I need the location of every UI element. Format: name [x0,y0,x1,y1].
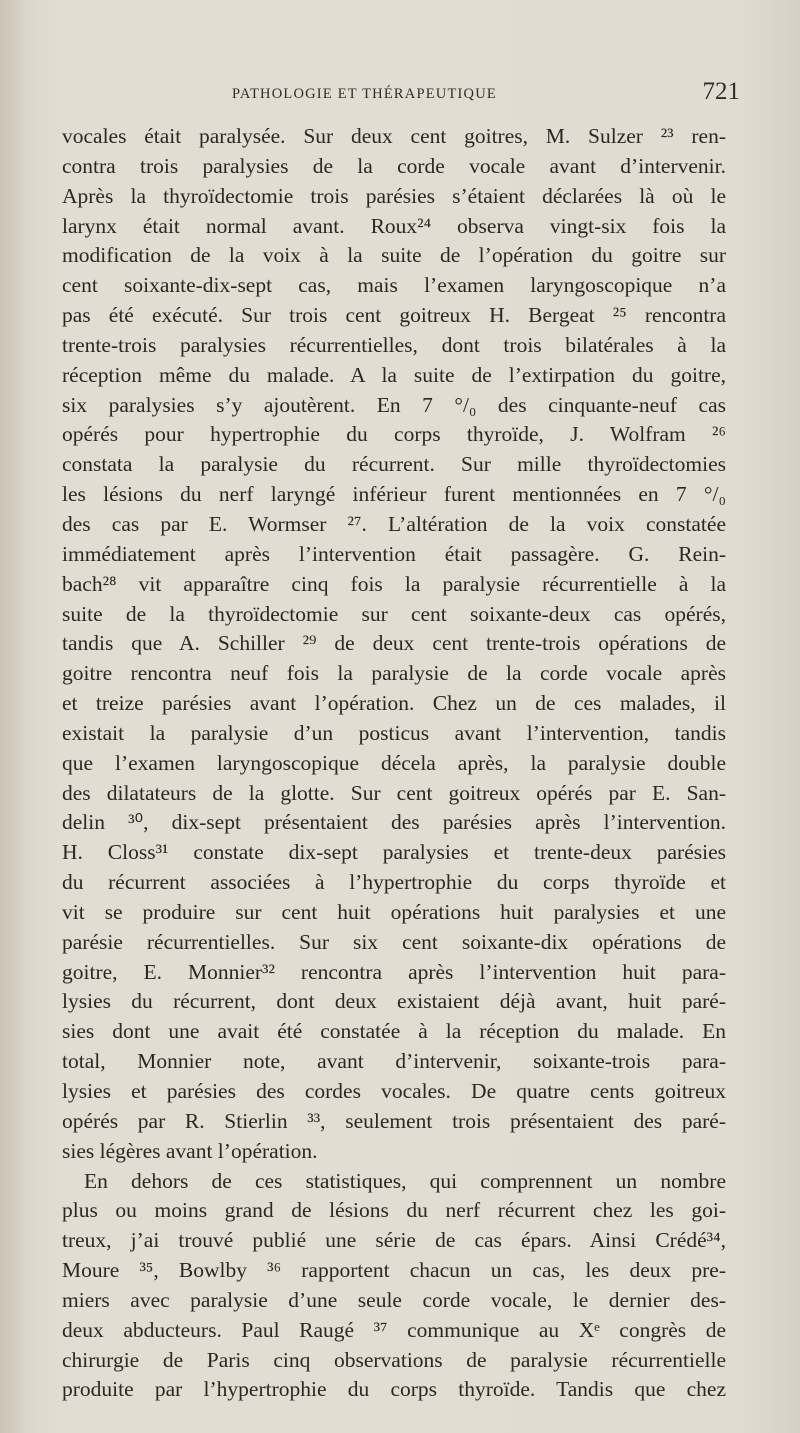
text-line: opérés par R. Stierlin ³³, seulement trois présentaient des paré- [62,1108,726,1133]
text-line: constata la paralysie du récurrent. Sur mille thyroïdectomies [62,452,726,477]
text-line: treux, j’ai trouvé publié une série de cas épars. Ainsi Crédé³⁴, [62,1228,726,1253]
text-line: pas été exécuté. Sur trois cent goitreux H. Bergeat ²⁵ rencontra [62,303,726,328]
text-line: opérés pour hypertrophie du corps thyroïde, J. Wolfram ²⁶ [62,422,726,447]
text-line: des dilatateurs de la glotte. Sur cent goitreux opérés par E. San- [62,780,726,805]
text-line: Après la thyroïdectomie trois parésies s’étaient déclarées là où le [62,183,726,208]
text-line: modification de la voix à la suite de l’opération du goitre sur [62,243,726,268]
paragraph-end-line: sies légères avant l’opération. [62,1138,318,1163]
text-line: réception même du malade. A la suite de l’extirpation du goitre, [62,362,726,387]
running-title: PATHOLOGIE ET THÉRAPEUTIQUE [232,86,497,102]
text-line: existait la paralysie d’un posticus avant l’intervention, tandis [62,720,726,745]
text-line: vit se produire sur cent huit opérations huit paralysies et une [62,899,726,924]
text-line: lysies du récurrent, dont deux existaient déjà avant, huit paré- [62,989,726,1014]
text-line: H. Closs³¹ constate dix-sept paralysies et trente-deux parésies [62,840,726,865]
text-line: miers avec paralysie d’une seule corde vocale, le dernier des- [62,1287,726,1312]
text-line: delin ³⁰, dix-sept présentaient des parésies après l’intervention. [62,810,726,835]
text-line: suite de la thyroïdectomie sur cent soixante-deux cas opérés, [62,601,726,626]
text-line: total, Monnier note, avant d’intervenir, soixante-trois para- [62,1049,726,1074]
text-line: six paralysies s’y ajoutèrent. En 7 °/₀ des cinquante-neuf cas [62,392,726,417]
text-line: et treize parésies avant l’opération. Chez un de ces malades, il [62,691,726,716]
page-header [60,78,740,114]
text-line: larynx était normal avant. Roux²⁴ observa vingt-six fois la [62,213,726,238]
text-line: des cas par E. Wormser ²⁷. L’altération de la voix constatée [62,511,726,536]
text-line: tandis que A. Schiller ²⁹ de deux cent trente-trois opérations de [62,631,726,656]
text-line: parésie récurrentielles. Sur six cent soixante-dix opérations de [62,929,726,954]
text-line: immédiatement après l’intervention était passagère. G. Rein- [62,541,726,566]
text-line: que l’examen laryngoscopique décela après, la paralysie double [62,750,726,775]
text-line: vocales était paralysée. Sur deux cent goitres, M. Sulzer ²³ ren- [62,124,726,148]
text-line: sies dont une avait été constatée à la réception du malade. En [62,1019,726,1044]
text-line: plus ou moins grand de lésions du nerf récurrent chez les goi- [62,1198,726,1223]
text-line: deux abducteurs. Paul Raugé ³⁷ communique au Xᵉ congrès de [62,1317,726,1342]
text-line: Moure ³⁵, Bowlby ³⁶ rapportent chacun un cas, les deux pre- [62,1258,726,1283]
text-line: les lésions du nerf laryngé inférieur furent mentionnées en 7 °/₀ [62,482,726,507]
text-line: goitre, E. Monnier³² rencontra après l’intervention huit para- [62,959,726,984]
text-line: du récurrent associées à l’hypertrophie du corps thyroïde et [62,870,726,895]
body-text [62,122,726,1405]
text-line: trente-trois paralysies récurrentielles, dont trois bilatérales à la [62,332,726,357]
text-line: bach²⁸ vit apparaître cinq fois la paralysie récurrentielle à la [62,571,726,596]
page-number: 721 [702,78,740,105]
paragraph-start-line: En dehors de ces statistiques, qui comprennent un nombre [84,1168,726,1193]
text-line: lysies et parésies des cordes vocales. De quatre cents goitreux [62,1079,726,1103]
text-line: produite par l’hypertrophie du corps thyroïde. Tandis que chez [62,1377,726,1402]
text-line: contra trois paralysies de la corde vocale avant d’intervenir. [62,153,726,178]
text-line: cent soixante-dix-sept cas, mais l’examen laryngoscopique n’a [62,273,726,298]
text-line: chirurgie de Paris cinq observations de paralysie récurrentielle [62,1347,726,1372]
text-line: goitre rencontra neuf fois la paralysie de la corde vocale après [62,661,726,686]
